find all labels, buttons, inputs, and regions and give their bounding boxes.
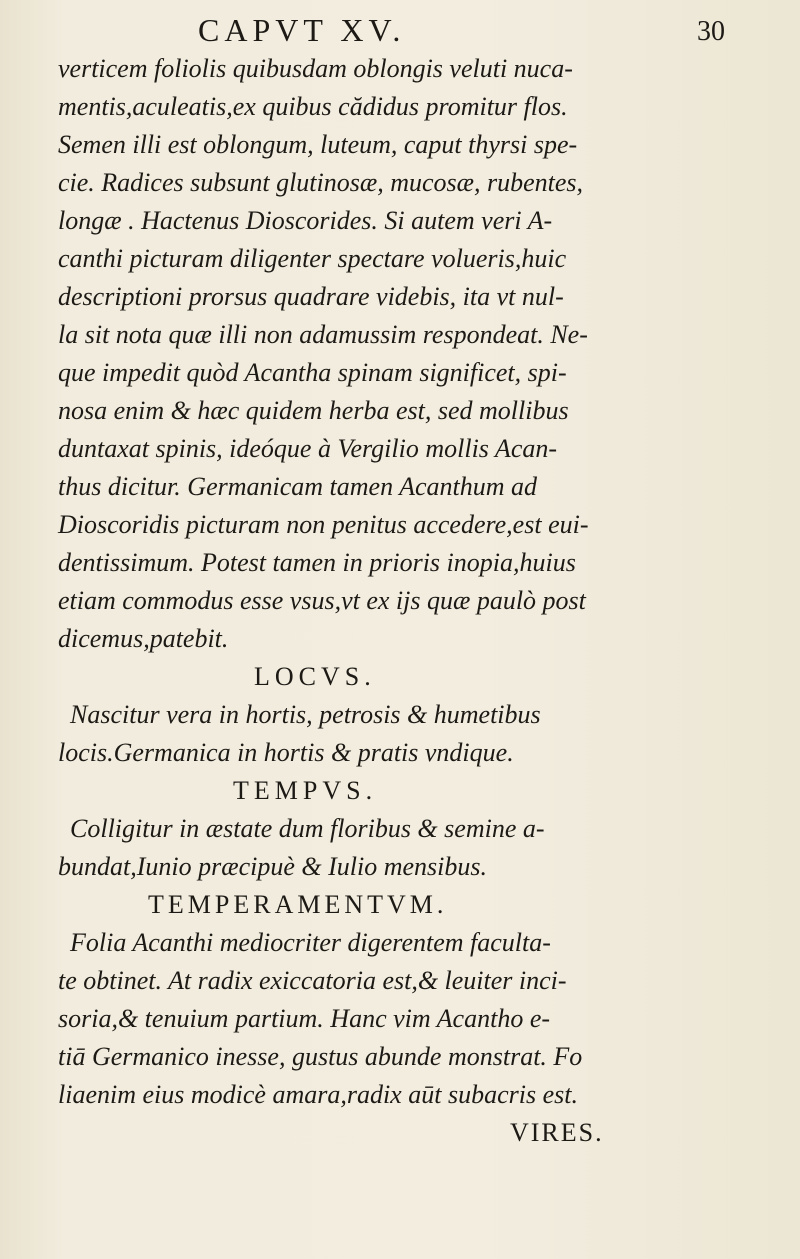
locus-line: Nascitur vera in hortis, petrosis & humetibus bbox=[70, 700, 541, 729]
body-line: mentis,aculeatis,ex quibus cădidus promitur flos. bbox=[58, 92, 568, 121]
body-line: etiam commodus esse vsus,vt ex ijs quæ paulò post bbox=[58, 586, 586, 615]
body-line: longæ . Hactenus Dioscorides. Si autem veri A- bbox=[58, 206, 553, 235]
section-heading-locus: LOCVS. bbox=[254, 662, 376, 691]
page-header bbox=[0, 8, 800, 52]
tempus-line: Colligitur in æstate dum floribus & semine a- bbox=[70, 814, 545, 843]
body-line: Dioscoridis picturam non penitus accedere,est eui- bbox=[58, 510, 589, 539]
body-line: nosa enim & hæc quidem herba est, sed mollibus bbox=[58, 396, 569, 425]
temperamentum-line: tiā Germanico inesse, gustus abunde monstrat. Fo bbox=[58, 1042, 583, 1071]
body-line: duntaxat spinis, ideóque à Vergilio mollis Acan- bbox=[58, 434, 558, 463]
body-line: descriptioni prorsus quadrare videbis, ita vt nul- bbox=[58, 282, 564, 311]
temperamentum-line: te obtinet. At radix exiccatoria est,& leuiter inci- bbox=[58, 966, 567, 995]
body-line: dicemus,patebit. bbox=[58, 624, 229, 653]
running-head: CAPVT XV. bbox=[198, 12, 406, 48]
body-line: Semen illi est oblongum, luteum, caput thyrsi spe- bbox=[58, 130, 578, 159]
body-line: verticem foliolis quibusdam oblongis veluti nuca- bbox=[58, 54, 573, 83]
tempus-line: bundat,Iunio præcipuè & Iulio mensibus. bbox=[58, 852, 487, 881]
body-line: canthi picturam diligenter spectare volueris,huic bbox=[58, 244, 567, 273]
body-line: la sit nota quæ illi non adamussim respondeat. Ne- bbox=[58, 320, 588, 349]
text-block bbox=[58, 50, 678, 1152]
body-line: dentissimum. Potest tamen in prioris inopia,huius bbox=[58, 548, 576, 577]
section-heading-vires: VIRES. bbox=[510, 1118, 604, 1147]
temperamentum-line: soria,& tenuium partium. Hanc vim Acantho e- bbox=[58, 1004, 551, 1033]
temperamentum-line: Folia Acanthi mediocriter digerentem faculta- bbox=[70, 928, 551, 957]
locus-line: locis.Germanica in hortis & pratis vndique. bbox=[58, 738, 514, 767]
body-line: que impedit quòd Acantha spinam significet, spi- bbox=[58, 358, 567, 387]
body-line: thus dicitur. Germanicam tamen Acanthum ad bbox=[58, 472, 538, 501]
section-heading-tempus: TEMPVS. bbox=[233, 776, 378, 805]
temperamentum-line: liaenim eius modicè amara,radix aūt subacris est. bbox=[58, 1080, 578, 1109]
section-heading-temperamentum: TEMPERAMENTVM. bbox=[148, 890, 448, 919]
body-line: cie. Radices subsunt glutinosæ, mucosæ, rubentes, bbox=[58, 168, 584, 197]
page-number: 30 bbox=[697, 16, 725, 47]
